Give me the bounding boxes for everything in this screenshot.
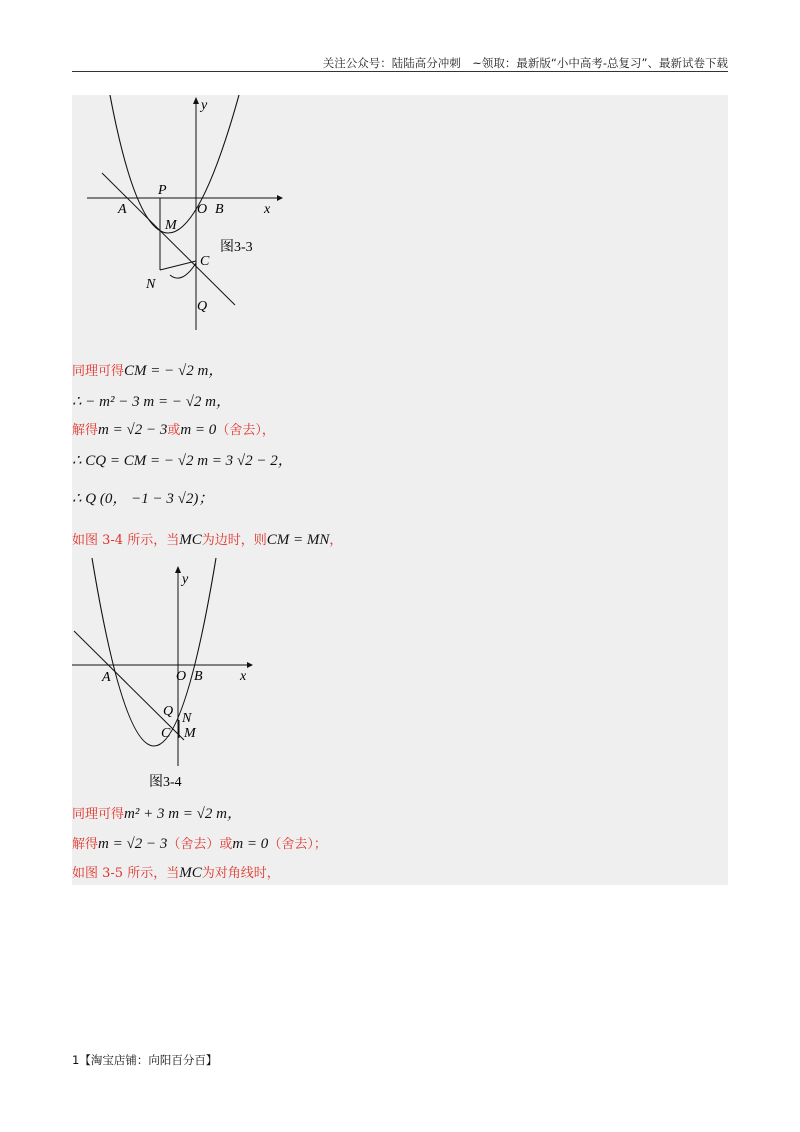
label-y: y	[201, 98, 208, 113]
line-8-c: （舍去）；	[268, 837, 327, 852]
figure-caption: 图3-4	[149, 775, 182, 790]
line-4	[72, 452, 293, 471]
line-2-math: ∴ − m² − 3 m = − √2 m，	[72, 394, 232, 410]
figure-3-3	[72, 95, 302, 340]
line-4-math: ∴ CQ = CM = − √2 m = 3 √2 − 2，	[72, 453, 293, 469]
label-c: C	[200, 254, 210, 269]
label-b: B	[215, 202, 224, 217]
y-axis-arrow	[175, 566, 181, 573]
line-8-a: 解得	[72, 837, 99, 852]
line-6-math1: MC	[179, 532, 202, 548]
label-x: x	[264, 202, 271, 217]
line-6-a: 如图 3-4 所示，当	[72, 533, 180, 548]
line-9	[72, 864, 280, 883]
line-9-math: MC	[179, 865, 202, 881]
figure-caption: 图3-3	[220, 240, 253, 255]
label-m: M	[184, 726, 196, 741]
page-footer: 1【淘宝店铺：向阳百分百】	[72, 1053, 218, 1067]
line-8-math1: m = √2 − 3	[98, 836, 168, 852]
line-6	[72, 531, 342, 550]
line-7-a: 同理可得	[72, 807, 125, 822]
label-a: A	[102, 670, 111, 685]
label-q: Q	[197, 299, 208, 314]
line-3-math1: m = √2 − 3	[98, 422, 168, 438]
label-o: O	[197, 202, 208, 217]
label-a: A	[118, 202, 127, 217]
line-7	[72, 805, 242, 824]
line-3-c: （舍去），	[216, 423, 275, 438]
label-q: Q	[163, 704, 174, 719]
line-ac	[74, 631, 187, 740]
label-p: P	[158, 183, 167, 198]
arc-nc	[170, 263, 196, 278]
figure-3-4	[72, 556, 272, 796]
line-6-math2: CM = MN	[266, 532, 330, 548]
x-axis-arrow	[277, 195, 283, 201]
label-n: N	[146, 277, 156, 292]
header-rule	[72, 71, 728, 72]
page-header: 关注公众号：陆陆高分冲刺 ~领取：最新版“小中高考-总复习”、最新试卷下载	[322, 56, 728, 70]
line-3	[72, 421, 275, 440]
line-6-c: ，	[329, 533, 343, 548]
line-8-math2: m = 0	[232, 836, 269, 852]
line-3-b: 或	[167, 423, 181, 438]
line-1-math: CM = − √2 m，	[124, 363, 224, 379]
line-3-a: 解得	[72, 423, 99, 438]
segment-nc	[160, 261, 196, 270]
label-o: O	[176, 669, 187, 684]
parabola	[92, 558, 216, 746]
line-7-math: m² + 3 m = √2 m，	[124, 806, 242, 822]
line-8	[72, 835, 327, 854]
line-8-b: （舍去）或	[167, 837, 233, 852]
line-9-a: 如图 3-5 所示，当	[72, 866, 180, 881]
line-ac	[102, 173, 235, 305]
x-axis-arrow	[247, 662, 253, 668]
line-5-math: ∴ Q (0， −1 − 3 √2)；	[72, 491, 214, 507]
line-2	[72, 393, 231, 412]
y-axis-arrow	[193, 97, 199, 104]
line-1-text: 同理可得	[72, 364, 125, 379]
label-m: M	[165, 218, 177, 233]
label-b: B	[194, 669, 203, 684]
line-9-b: 为对角线时，	[201, 866, 280, 881]
label-x: x	[240, 669, 247, 684]
line-1	[72, 362, 223, 381]
label-n: N	[182, 711, 192, 726]
line-3-math2: m = 0	[180, 422, 217, 438]
label-y: y	[182, 572, 189, 587]
label-c: C	[161, 726, 171, 741]
line-5	[72, 490, 213, 509]
line-6-b: 为边时，则	[201, 533, 267, 548]
